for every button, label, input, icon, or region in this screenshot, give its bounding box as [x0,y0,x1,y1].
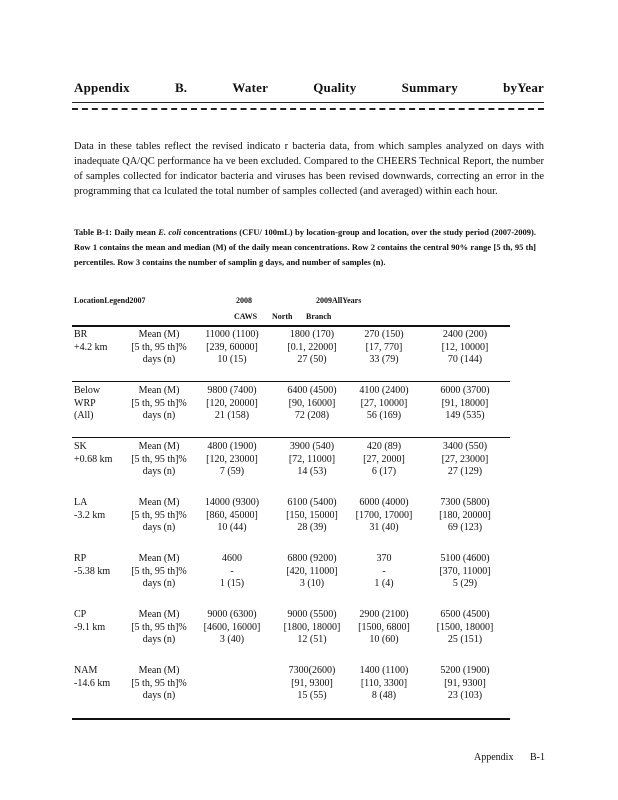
value-line: [1700, 17000] [355,509,413,521]
stat-label: Mean (M) [138,497,180,508]
table-row-group [74,385,544,433]
value-line: [180, 20000] [439,509,491,521]
value-line: 3400 (550) [442,441,488,452]
value-line: 1 (15) [219,578,245,589]
value-line: 69 (123) [447,522,483,533]
value-line: 28 (39) [297,522,327,533]
value-line: [420, 11000] [286,565,338,577]
table-row-group [74,553,544,601]
value-cell [192,497,272,535]
value-line: 56 (169) [366,410,402,421]
value-line: 6000 (4000) [359,497,409,508]
value-line: [0.1, 22000] [287,341,337,353]
value-line: [860, 45000] [206,509,258,521]
value-line: [91, 9300] [291,677,333,689]
value-cell [270,385,354,423]
value-line: 10 (60) [369,634,399,645]
location-label-line: -14.6 km [74,677,111,689]
value-line: [110, 3300] [360,677,408,689]
location-label [74,665,124,690]
location-label-line: Below [74,385,101,396]
value-line: [27, 2000] [363,453,405,465]
value-line: [1800, 18000] [283,621,341,633]
stat-label: Mean (M) [138,329,180,340]
stat-label: [5 th, 95 th]% [131,621,187,633]
stat-label: [5 th, 95 th]% [131,397,187,409]
value-line: 27 (129) [447,466,483,477]
stat-label: days (n) [142,578,176,589]
table-bottom-rule [72,718,510,720]
value-line: 7300 (5800) [440,497,490,508]
stat-label: days (n) [142,634,176,645]
value-line: 21 (158) [214,410,250,421]
stat-labels [124,441,194,479]
value-cell [424,329,506,367]
stat-labels [124,329,194,367]
value-cell [270,553,354,591]
value-line: 6 (17) [371,466,397,477]
caws-header: CAWS [234,312,258,321]
table-row-group [74,329,544,377]
value-line: 70 (144) [447,354,483,365]
stat-labels [124,553,194,591]
location-label-line: BR [74,329,88,340]
value-line: 11000 (1100) [205,329,259,340]
value-cell [344,497,424,535]
value-line: [4600, 16000] [203,621,261,633]
location-label-line: CP [74,609,87,620]
stat-label: [5 th, 95 th]% [131,453,187,465]
value-line: 5200 (1900) [440,665,490,676]
stat-labels [124,385,194,423]
table-row-group [74,609,544,657]
value-line: 3 (10) [299,578,325,589]
page-footer [474,752,559,763]
value-line: 14 (53) [297,466,327,477]
value-line: [27, 23000] [441,453,489,465]
value-line: 2900 (2100) [359,609,409,620]
value-line: 14000 (9300) [204,497,260,508]
stat-label: [5 th, 95 th]% [131,509,187,521]
location-label [74,385,124,423]
value-line: 1400 (1100) [359,665,409,676]
value-line: [72, 11000] [288,453,336,465]
value-cell [424,609,506,647]
heading-dashed-rule [72,108,544,110]
value-line: 420 (89) [366,441,402,452]
value-cell [344,329,424,367]
value-cell [344,385,424,423]
stat-label: days (n) [142,466,176,477]
value-line: [1500, 6800] [358,621,410,633]
stat-labels [124,609,194,647]
value-cell [424,497,506,535]
value-line: [12, 10000] [441,341,489,353]
value-line: [150, 15000] [286,509,338,521]
page-heading [74,80,544,96]
value-line: [91, 18000] [441,397,489,409]
stat-label: Mean (M) [138,609,180,620]
value-line: 2400 (200) [442,329,488,340]
table-row-group [74,441,544,489]
location-label-line: +4.2 km [74,341,108,353]
value-line: [120, 20000] [206,397,258,409]
group-divider [72,381,510,382]
value-line: 6100 (5400) [287,497,337,508]
value-cell [270,665,354,703]
value-line: 4100 (2400) [359,385,409,396]
value-line: 12 (51) [297,634,327,645]
stat-label: [5 th, 95 th]% [131,341,187,353]
caption-organism: E. coli [158,227,182,237]
value-line: 10 (15) [217,354,247,365]
value-line [192,690,272,703]
value-cell [344,441,424,479]
value-line: 3900 (540) [289,441,335,452]
heading-rule [72,102,544,103]
location-label-line: WRP [74,397,96,409]
location-label [74,441,124,466]
value-line: 6000 (3700) [440,385,490,396]
location-legend-header: LocationLegend2007 [74,296,146,305]
caption-prefix: Table B-1: Daily mean [74,227,156,237]
value-line: [91, 9300] [444,677,486,689]
value-line: 6400 (4500) [287,385,337,396]
location-label [74,329,124,354]
value-line: 6800 (9200) [287,553,337,564]
value-line: [239, 60000] [206,341,258,353]
year-2008-header: 2008 [236,296,252,305]
location-label-line: (All) [74,410,94,421]
value-line: 27 (50) [297,354,327,365]
value-line: 4800 (1900) [207,441,257,452]
stat-labels [124,665,194,703]
footer-page-number: B-1 [529,752,545,763]
stat-label: Mean (M) [138,553,180,564]
heading-word: B. [174,80,188,95]
value-line: 33 (79) [369,354,399,365]
value-cell [424,441,506,479]
heading-word: Summary [401,80,458,95]
location-label-line: +0.68 km [74,453,113,465]
branch-header: Branch [306,312,332,321]
heading-word: byYear [503,80,544,95]
stat-label: Mean (M) [138,665,180,676]
value-cell [424,385,506,423]
value-cell [192,553,272,591]
location-label [74,497,124,522]
value-line: 7 (59) [219,466,245,477]
value-line: 9800 (7400) [207,385,257,396]
location-label [74,553,124,578]
year-2009-header: 2009AllYears [316,296,362,305]
location-label-line: -9.1 km [74,621,106,633]
stat-label: Mean (M) [138,441,180,452]
value-line: [17, 770] [365,341,403,353]
value-cell [424,665,506,703]
value-line: 5 (29) [452,578,478,589]
value-line: [1500, 18000] [436,621,494,633]
value-cell [344,665,424,703]
intro-paragraph: Data in these tables reflect the revised indicato r bacteria data, from which samples analyzed on days with inadequate QA/QC performance ha ve been excluded. Compared to the CHEERS Technical Report, the number of samples collected for indicator bacteria and viruses has been revised downwards, correcting an error in the programming that ca lculated the total number of samples collected (and averaged) within each hour. [74,140,544,197]
value-cell [424,553,506,591]
caption-suffix: concentrations (CFU/ 100mL) by location-group and location, over the study period (2007-2009). Row 1 contains the mean and median (M) of the daily mean concentrations. Row 2 contains the central 90% range [5 th, 95 th] percentiles. Row 3 contains the number of samplin g days, and number of samples (n). [74,227,537,267]
value-line: 270 (150) [364,329,404,340]
location-label-line: LA [74,497,88,508]
table-row-group [74,497,544,545]
value-line: 4600 [222,553,242,564]
location-label-line: -5.38 km [74,565,111,577]
footer-label: Appendix [474,752,514,763]
heading-word: Appendix [74,80,130,95]
heading-word: Quality [313,80,357,95]
value-cell [270,441,354,479]
value-line: 8 (48) [371,690,397,701]
value-cell [270,329,354,367]
value-line: 370 [376,553,392,564]
value-cell [192,609,272,647]
value-cell [344,553,424,591]
value-line: 9000 (5500) [287,609,337,620]
value-line: 1 (4) [374,578,394,589]
table-top-rule [72,325,510,327]
value-line [192,678,272,691]
table-sub-header [74,312,544,324]
table-year-header [74,296,544,310]
location-label [74,609,124,634]
stat-label: days (n) [142,410,176,421]
stat-label: [5 th, 95 th]% [131,677,187,689]
value-line: 31 (40) [369,522,399,533]
value-line: 3 (40) [219,634,245,645]
table-caption [74,225,536,270]
location-label-line: -3.2 km [74,509,106,521]
value-line: [90, 16000] [288,397,336,409]
stat-label: Mean (M) [138,385,180,396]
value-cell [192,441,272,479]
value-line: 5100 (4600) [440,553,490,564]
value-line: - [230,565,234,577]
value-line: 7300(2600) [288,665,336,676]
heading-word: Water [232,80,269,95]
location-label-line: SK [74,441,87,452]
stat-label: days (n) [142,354,176,365]
stat-labels [124,497,194,535]
value-cell [270,609,354,647]
group-divider [72,437,510,438]
value-cell [192,665,272,703]
value-line: 72 (208) [294,410,330,421]
location-label-line: NAM [74,665,98,676]
value-line: - [382,565,386,577]
value-line: 25 (151) [447,634,483,645]
location-label-line: RP [74,553,87,564]
value-line [192,665,272,678]
value-line: 1800 (170) [289,329,335,340]
value-cell [192,385,272,423]
north-header: North [272,312,293,321]
value-line: 15 (55) [297,690,327,701]
value-line: 9000 (6300) [207,609,257,620]
value-cell [192,329,272,367]
value-cell [344,609,424,647]
value-line: 23 (103) [447,690,483,701]
table-row-group [74,665,544,713]
stat-label: [5 th, 95 th]% [131,565,187,577]
value-line: 10 (44) [217,522,247,533]
value-cell [270,497,354,535]
value-line: [27, 10000] [360,397,408,409]
stat-label: days (n) [142,690,176,701]
value-line: 149 (535) [445,410,485,421]
value-line: 6500 (4500) [440,609,490,620]
stat-label: days (n) [142,522,176,533]
value-line: [120, 23000] [206,453,258,465]
value-line: [370, 11000] [439,565,491,577]
